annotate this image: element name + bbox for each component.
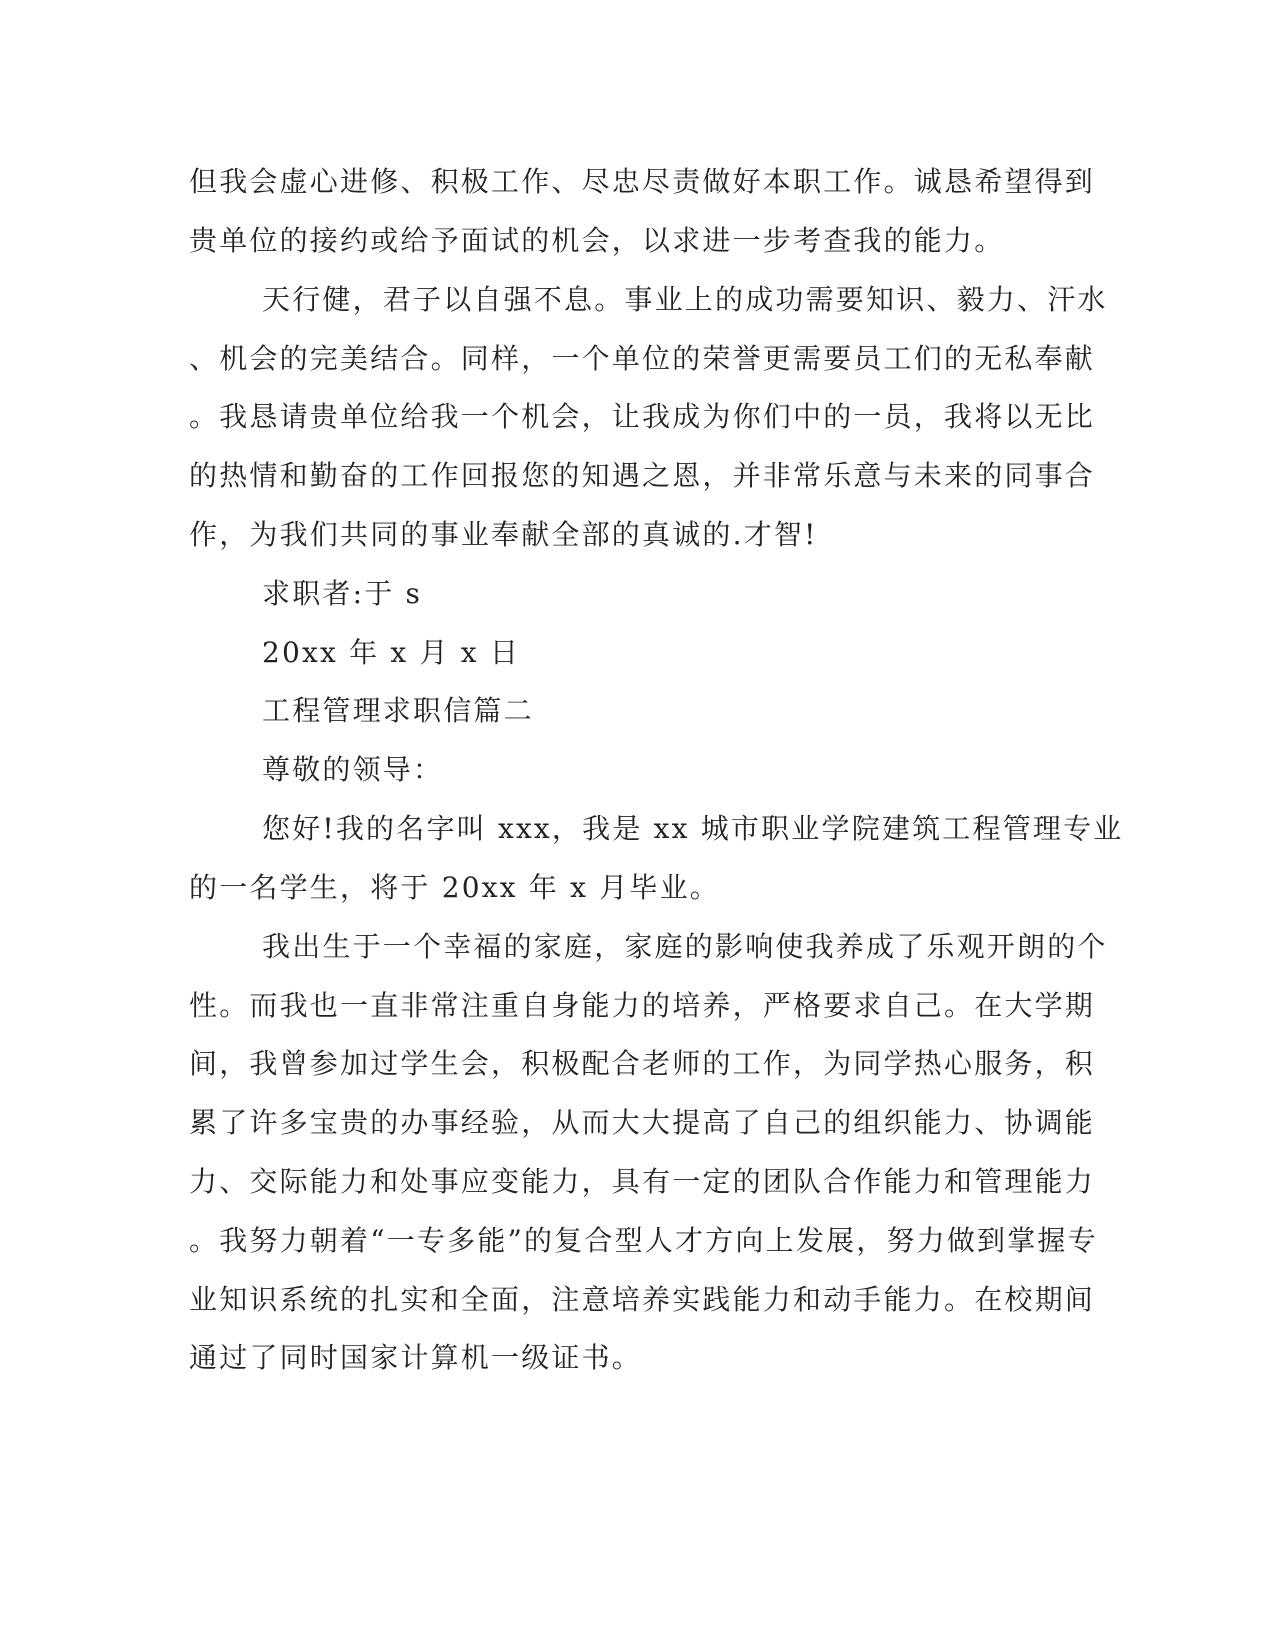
text-line: 通过了同时国家计算机一级证书。 bbox=[189, 1341, 643, 1374]
letter-date: 20xx 年 x 月 x 日 bbox=[262, 636, 521, 669]
text-line: 。我努力朝着“一专多能”的复合型人才方向上发展，努力做到掌握专 bbox=[189, 1224, 1098, 1257]
paragraph-start-line: 我出生于一个幸福的家庭，家庭的影响使我养成了乐观开朗的个 bbox=[262, 930, 1108, 963]
text-line: 的一名学生，将于 20xx 年 x 月毕业。 bbox=[189, 871, 721, 904]
text-line: 作，为我们共同的事业奉献全部的真诚的.才智! bbox=[189, 518, 818, 551]
text-line: 力、交际能力和处事应变能力，具有一定的团队合作能力和管理能力 bbox=[189, 1165, 1096, 1198]
text-line: 间，我曾参加过学生会，积极配合老师的工作，为同学热心服务，积 bbox=[189, 1047, 1096, 1080]
section-title: 工程管理求职信篇二 bbox=[262, 694, 534, 727]
text-line: 性。而我也一直非常注重自身能力的培养，严格要求自己。在大学期 bbox=[189, 989, 1096, 1022]
paragraph-start-line: 天行健，君子以自强不息。事业上的成功需要知识、毅力、汗水 bbox=[262, 283, 1108, 316]
text-line: 、机会的完美结合。同样，一个单位的荣誉更需要员工们的无私奉献 bbox=[189, 342, 1096, 375]
text-line: 但我会虚心进修、积极工作、尽忠尽责做好本职工作。诚恳希望得到 bbox=[189, 165, 1096, 198]
salutation: 尊敬的领导： bbox=[262, 753, 444, 786]
applicant-signature: 求职者:于 s bbox=[262, 577, 423, 610]
text-line: 。我恳请贵单位给我一个机会，让我成为你们中的一员，我将以无比 bbox=[189, 400, 1096, 433]
text-line: 贵单位的接约或给予面试的机会，以求进一步考查我的能力。 bbox=[189, 224, 1005, 257]
text-line: 的热情和勤奋的工作回报您的知遇之恩，并非常乐意与未来的同事合 bbox=[189, 459, 1096, 492]
text-line: 累了许多宝贵的办事经验，从而大大提高了自己的组织能力、协调能 bbox=[189, 1106, 1096, 1139]
paragraph-start-line: 您好!我的名字叫 xxx，我是 xx 城市职业学院建筑工程管理专业 bbox=[262, 812, 1124, 845]
text-line: 业知识系统的扎实和全面，注意培养实践能力和动手能力。在校期间 bbox=[189, 1283, 1096, 1316]
